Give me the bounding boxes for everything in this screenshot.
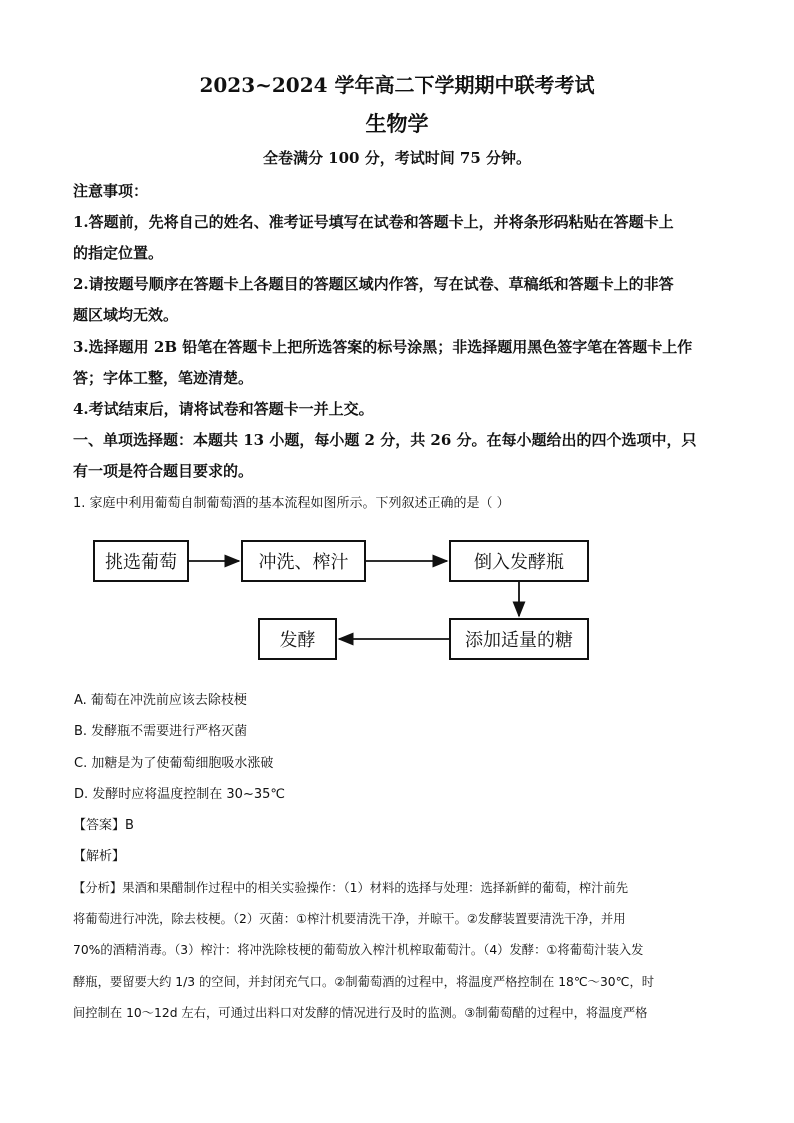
analysis-label: 【解析】 [73, 849, 126, 864]
answer-line: 【答案】B [73, 818, 134, 833]
analysis-line: 间控制在 10～12d 左右，可通过出料口对发酵的情况进行及时的监测。③制葡萄醋的过程中，将温度严格 [73, 1006, 648, 1020]
section-heading-line: 有一项是符合题目要求的。 [73, 462, 254, 480]
option-a: A. 葡萄在冲洗前应该去除枝梗 [74, 693, 247, 708]
score-info: 全卷满分 100 分，考试时间 75 分钟。 [262, 149, 532, 167]
notice-line: 2.请按题号顺序在答题卡上各题目的答题区域内作答，写在试卷、草稿纸和答题卡上的非答 [73, 275, 674, 293]
exam-title: 2023~2024 学年高二下学期期中联考考试 [199, 73, 595, 97]
option-d: D. 发酵时应将温度控制在 30~35℃ [74, 787, 285, 802]
flow-step-add-sugar: 添加适量的糖 [449, 618, 589, 660]
flow-step-ferment: 发酵 [258, 618, 337, 660]
notice-line: 答；字体工整，笔迹清楚。 [73, 369, 254, 387]
flow-step-wash-juice: 冲洗、榨汁 [241, 540, 366, 582]
option-c: C. 加糖是为了使葡萄细胞吸水涨破 [74, 756, 274, 771]
analysis-line: 【分析】果酒和果醋制作过程中的相关实验操作：（1）材料的选择与处理：选择新鲜的葡萄，榨汁前先 [73, 881, 629, 895]
option-b: B. 发酵瓶不需要进行严格灭菌 [74, 724, 248, 739]
notice-line: 的指定位置。 [73, 244, 164, 262]
notice-line: 题区域均无效。 [73, 306, 179, 324]
notice-line: 3.选择题用 2B 铅笔在答题卡上把所选答案的标号涂黑；非选择题用黑色签字笔在答题卡上作 [73, 338, 693, 356]
analysis-line: 将葡萄进行冲洗，除去枝梗。（2）灭菌：①榨汁机要清洗干净，并晾干。②发酵装置要清洗干净，并用 [73, 912, 626, 926]
flow-step-pick-grapes: 挑选葡萄 [93, 540, 189, 582]
analysis-line: 酵瓶，要留要大约 1/3 的空间，并封闭充气口。②制葡萄酒的过程中，将温度严格控制在 18℃～30℃，时 [73, 975, 655, 989]
notice-line: 1.答题前，先将自己的姓名、准考证号填写在试卷和答题卡上，并将条形码粘贴在答题卡上 [73, 213, 674, 231]
question-stem: 1. 家庭中利用葡萄自制葡萄酒的基本流程如图所示。下列叙述正确的是（ ） [73, 496, 510, 511]
notice-line: 4.考试结束后，请将试卷和答题卡一并上交。 [73, 400, 374, 418]
analysis-line: 70%的酒精消毒。（3）榨汁：将冲洗除枝梗的葡萄放入榨汁机榨取葡萄汁。（4）发酵：①将葡萄汁装入发 [73, 943, 644, 957]
flow-step-pour-into-bottle: 倒入发酵瓶 [449, 540, 589, 582]
subject-title: 生物学 [365, 111, 429, 136]
section-heading-line: 一、单项选择题：本题共 13 小题，每小题 2 分，共 26 分。在每小题给出的四个选项中，只 [73, 431, 697, 449]
notice-heading: 注意事项： [73, 182, 149, 200]
